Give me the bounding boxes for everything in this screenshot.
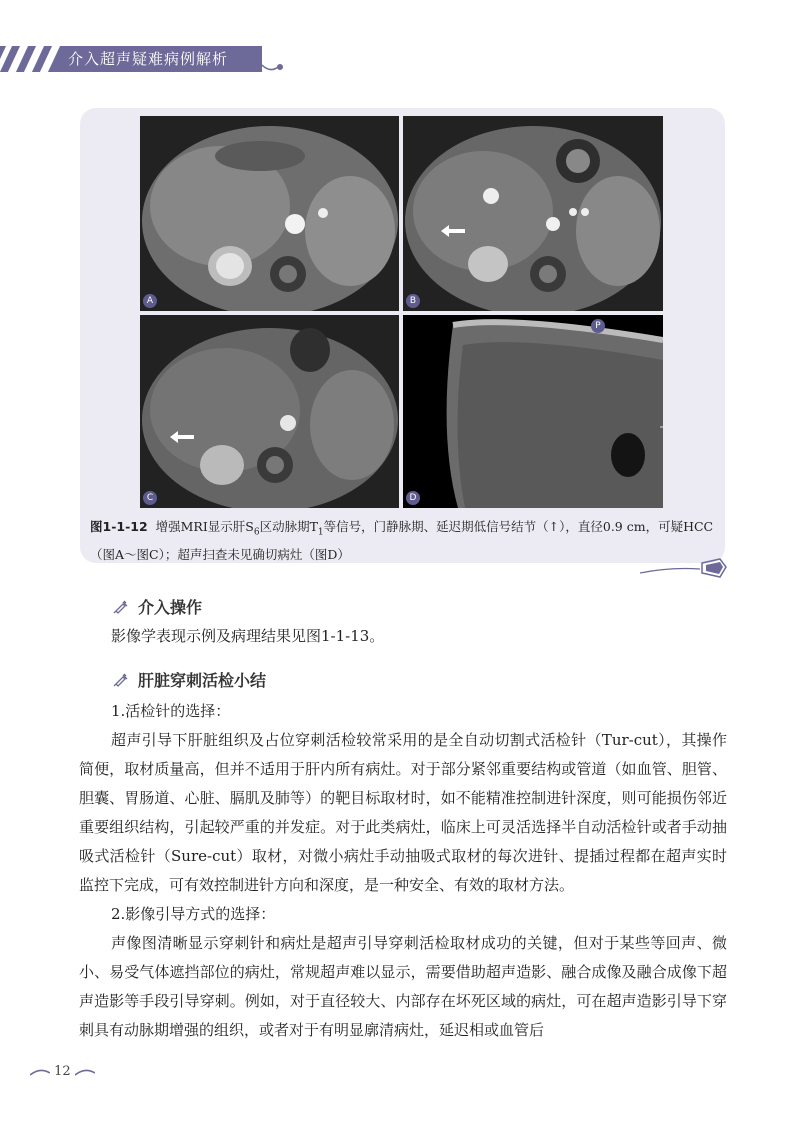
caption-label: 图1-1-12: [90, 519, 148, 534]
intro-text: 影像学表现示例及病理结果见图1-1-13。: [111, 627, 385, 645]
probe-cable-icon: [262, 63, 284, 73]
page-number: 12: [54, 1064, 71, 1079]
footer-wave-icon: [30, 1067, 50, 1077]
item2-text: 声像图清晰显示穿刺针和病灶是超声引导穿刺活检取材成功的关键，但对于某些等回声、微小、易受气体遮挡部位的病灶，常规超声难以显示，需要借助超声造影、融合成像及融合成像下超声造影等手段引导穿刺。例如，对于直径较大、内部存在坏死区域的病灶，可在超声造影引导下穿刺具有动脉期增强的组织，或者对于有明显廓清病灶，延迟相或血管后: [79, 934, 727, 1039]
caption-subscript: 1: [317, 527, 324, 538]
caption-text: 增强MRI显示肝S: [155, 519, 254, 534]
syringe-icon: [112, 599, 128, 615]
probe-marker: P: [591, 319, 605, 333]
panel-label-c: C: [143, 491, 157, 505]
item2-heading: 2.影像引导方式的选择：: [111, 905, 276, 923]
section-title: 介入操作: [138, 598, 203, 617]
caption-subscript: 6: [253, 527, 260, 538]
item1-heading: 1.活检针的选择：: [111, 702, 231, 720]
section-heading-intervention: [112, 595, 202, 618]
caption-text: 区动脉期T: [259, 519, 318, 534]
footer-wave-icon: [75, 1067, 95, 1077]
mri-panel-c: [140, 315, 399, 508]
syringe-icon: [112, 672, 128, 688]
running-header-title: 介入超声疑难病例解析: [68, 50, 229, 68]
mri-panel-b: [403, 116, 663, 311]
item1-text: 超声引导下肝脏组织及占位穿刺活检较常采用的是全自动切割式活检针（Tur-cut），其操作简便，取材质量高，但并不适用于肝内所有病灶。对于部分紧邻重要结构或管道（如血管、胆管、胆囊、胃肠道、心脏、膈肌及肺等）的靶目标取材时，如不能精准控制进针深度，则可能损伤邻近重要组织结构，引起较严重的并发症。对于此类病灶，临床上可灵活选择半自动活检针或者手动抽吸式活检针（Sure-cut）取材，对微小病灶手动抽吸式取材的每次进针、提插过程都在超声实时监控下完成，可有效控制进针方向和深度，是一种安全、有效的取材方法。: [79, 731, 727, 894]
ultrasound-probe-icon: [640, 555, 730, 581]
panel-label-d: D: [406, 491, 420, 505]
ultrasound-panel-d: [403, 315, 663, 508]
mri-panel-a: [140, 116, 399, 311]
intro-paragraph: [79, 622, 727, 651]
page-footer: [30, 1064, 95, 1079]
section-title: 肝脏穿刺活检小结: [138, 671, 267, 690]
section-heading-biopsy-summary: [112, 668, 266, 691]
panel-label-a: A: [143, 294, 157, 308]
figure-caption: [90, 516, 720, 566]
body-text: [79, 697, 727, 1045]
panel-label-b: B: [406, 294, 420, 308]
caption-text: 等信号，门静脉期、延迟期低信号结节（↑），直径0.9 cm，可疑HCC（图A～图C）；超声扫查未见确切病灶（图D）: [90, 519, 714, 562]
